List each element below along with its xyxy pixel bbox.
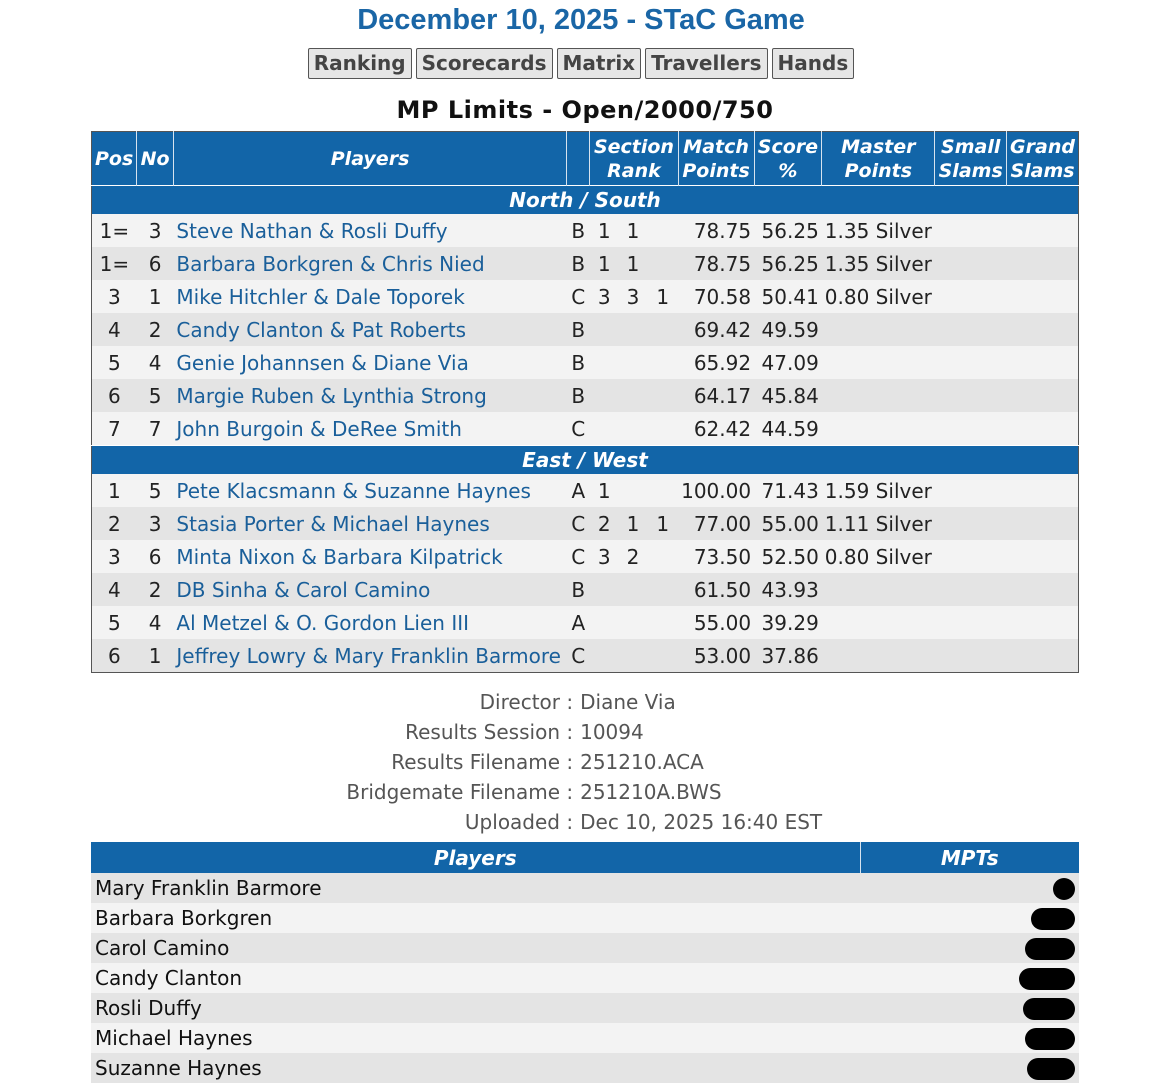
match-points-cell: 61.50 xyxy=(678,573,754,606)
mpt-player-name: Michael Haynes xyxy=(91,1023,860,1053)
info-value: Dec 10, 2025 16:40 EST xyxy=(580,810,823,834)
results-header-row xyxy=(92,132,1079,186)
grand-slams-cell xyxy=(1007,507,1079,540)
match-points-cell: 78.75 xyxy=(678,247,754,280)
master-points-cell xyxy=(822,313,935,346)
info-key: Uploaded xyxy=(464,810,560,834)
match-points-cell: 69.42 xyxy=(678,313,754,346)
ew-row xyxy=(92,639,1079,673)
info-line xyxy=(0,749,1170,779)
score-pct-cell: 55.00 xyxy=(754,507,822,540)
strat-cell: B xyxy=(567,247,590,280)
rank-a-cell: 1 xyxy=(590,474,619,507)
ns-row xyxy=(92,412,1079,446)
ns-row xyxy=(92,247,1079,280)
rank-a-cell xyxy=(590,412,619,446)
strat-cell: C xyxy=(567,412,590,446)
pos-cell: 2 xyxy=(92,507,137,540)
rank-a-cell: 1 xyxy=(590,247,619,280)
rank-c-cell xyxy=(647,379,678,412)
players-link[interactable]: Barbara Borkgren & Chris Nied xyxy=(173,247,566,280)
master-points-cell xyxy=(822,606,935,639)
redaction-mark xyxy=(1025,938,1075,960)
score-pct-cell: 49.59 xyxy=(754,313,822,346)
rank-b-cell: 1 xyxy=(619,214,648,247)
col-pos: Pos xyxy=(92,132,137,186)
nav-ranking-button[interactable]: Ranking xyxy=(308,48,412,79)
pair-no-cell: 6 xyxy=(137,247,174,280)
nav-bar xyxy=(0,48,1162,79)
col-grand-slams: Grand Slams xyxy=(1007,132,1079,186)
mpt-value-redacted xyxy=(860,1053,1079,1083)
mpt-value-redacted xyxy=(860,933,1079,963)
match-points-cell: 70.58 xyxy=(678,280,754,313)
rank-b-cell: 2 xyxy=(619,540,648,573)
rank-a-cell: 2 xyxy=(590,507,619,540)
info-value: 251210A.BWS xyxy=(580,780,722,804)
small-slams-cell xyxy=(935,474,1007,507)
small-slams-cell xyxy=(935,507,1007,540)
mpt-player-name: Candy Clanton xyxy=(91,963,860,993)
page-title: December 10, 2025 - STaC Game xyxy=(357,4,805,36)
rank-a-cell xyxy=(590,573,619,606)
match-points-cell: 73.50 xyxy=(678,540,754,573)
score-pct-cell: 37.86 xyxy=(754,639,822,673)
pair-no-cell: 3 xyxy=(137,507,174,540)
players-link[interactable]: Jeffrey Lowry & Mary Franklin Barmore xyxy=(173,639,566,673)
pair-no-cell: 7 xyxy=(137,412,174,446)
strat-cell: C xyxy=(567,540,590,573)
col-players: Players xyxy=(173,132,566,186)
match-points-cell: 62.42 xyxy=(678,412,754,446)
strat-cell: A xyxy=(567,474,590,507)
rank-a-cell xyxy=(590,313,619,346)
score-pct-cell: 50.41 xyxy=(754,280,822,313)
players-link[interactable]: Candy Clanton & Pat Roberts xyxy=(173,313,566,346)
info-value: Diane Via xyxy=(580,690,676,714)
info-key: Results Filename xyxy=(391,750,560,774)
players-link[interactable]: Margie Ruben & Lynthia Strong xyxy=(173,379,566,412)
info-line xyxy=(0,779,1170,809)
rank-a-cell xyxy=(590,639,619,673)
ns-row xyxy=(92,214,1079,247)
pos-cell: 6 xyxy=(92,639,137,673)
master-points-cell: 1.59 Silver xyxy=(822,474,935,507)
ew-row xyxy=(92,474,1079,507)
info-separator: : xyxy=(560,720,574,744)
ew-row xyxy=(92,507,1079,540)
ns-row xyxy=(92,346,1079,379)
score-pct-cell: 44.59 xyxy=(754,412,822,446)
master-points-cell xyxy=(822,412,935,446)
small-slams-cell xyxy=(935,573,1007,606)
nav-hands-button[interactable]: Hands xyxy=(772,48,855,79)
rank-b-cell xyxy=(619,639,648,673)
pair-no-cell: 5 xyxy=(137,379,174,412)
redaction-mark xyxy=(1031,908,1075,930)
pair-no-cell: 4 xyxy=(137,346,174,379)
redaction-mark xyxy=(1025,1028,1075,1050)
pos-cell: 4 xyxy=(92,313,137,346)
strat-cell: B xyxy=(567,313,590,346)
mpt-value-redacted xyxy=(860,993,1079,1023)
pos-cell: 1= xyxy=(92,247,137,280)
pair-no-cell: 1 xyxy=(137,280,174,313)
pos-cell: 1= xyxy=(92,214,137,247)
grand-slams-cell xyxy=(1007,573,1079,606)
strat-cell: C xyxy=(567,639,590,673)
strat-cell: C xyxy=(567,507,590,540)
col-small-slams: Small Slams xyxy=(935,132,1007,186)
rank-c-cell xyxy=(647,313,678,346)
nav-scorecards-button[interactable]: Scorecards xyxy=(416,48,553,79)
mpt-row xyxy=(91,963,1079,993)
small-slams-cell xyxy=(935,346,1007,379)
info-line xyxy=(0,719,1170,749)
event-subtitle: MP Limits - Open/2000/750 xyxy=(396,96,774,124)
mpt-value-redacted xyxy=(860,1023,1079,1053)
grand-slams-cell xyxy=(1007,412,1079,446)
small-slams-cell xyxy=(935,540,1007,573)
rank-c-cell xyxy=(647,412,678,446)
strat-cell: B xyxy=(567,214,590,247)
col-mpt-players: Players xyxy=(91,842,860,873)
rank-c-cell xyxy=(647,573,678,606)
match-points-cell: 65.92 xyxy=(678,346,754,379)
mpt-value-redacted xyxy=(860,873,1079,903)
mpt-value-redacted xyxy=(860,963,1079,993)
players-link[interactable]: Pete Klacsmann & Suzanne Haynes xyxy=(173,474,566,507)
pair-no-cell: 1 xyxy=(137,639,174,673)
info-key: Results Session xyxy=(405,720,560,744)
rank-a-cell: 1 xyxy=(590,214,619,247)
info-key: Bridgemate Filename xyxy=(346,780,560,804)
rank-b-cell: 1 xyxy=(619,507,648,540)
grand-slams-cell xyxy=(1007,474,1079,507)
pos-cell: 1 xyxy=(92,474,137,507)
match-points-cell: 77.00 xyxy=(678,507,754,540)
small-slams-cell xyxy=(935,412,1007,446)
players-link[interactable]: Minta Nixon & Barbara Kilpatrick xyxy=(173,540,566,573)
info-separator: : xyxy=(560,750,574,774)
mpt-row xyxy=(91,873,1079,903)
ew-row xyxy=(92,606,1079,639)
players-link[interactable]: Mike Hitchler & Dale Toporek xyxy=(173,280,566,313)
rank-b-cell xyxy=(619,573,648,606)
master-points-cell: 0.80 Silver xyxy=(822,540,935,573)
grand-slams-cell xyxy=(1007,214,1079,247)
col-master-points: Master Points xyxy=(822,132,935,186)
col-no: No xyxy=(137,132,174,186)
redaction-mark xyxy=(1023,998,1075,1020)
mpt-player-name: Mary Franklin Barmore xyxy=(91,873,860,903)
small-slams-cell xyxy=(935,214,1007,247)
col-mpts: MPTs xyxy=(860,842,1079,873)
score-pct-cell: 71.43 xyxy=(754,474,822,507)
nav-matrix-button[interactable]: Matrix xyxy=(557,48,642,79)
info-separator: : xyxy=(560,690,574,714)
rank-b-cell xyxy=(619,474,648,507)
rank-c-cell xyxy=(647,606,678,639)
master-points-cell: 1.11 Silver xyxy=(822,507,935,540)
info-line xyxy=(0,689,1170,719)
score-pct-cell: 39.29 xyxy=(754,606,822,639)
score-pct-cell: 45.84 xyxy=(754,379,822,412)
rank-b-cell: 1 xyxy=(619,247,648,280)
rank-b-cell xyxy=(619,379,648,412)
small-slams-cell xyxy=(935,280,1007,313)
redaction-mark xyxy=(1053,878,1075,900)
rank-b-cell xyxy=(619,346,648,379)
small-slams-cell xyxy=(935,379,1007,412)
strat-cell: C xyxy=(567,280,590,313)
ns-row xyxy=(92,379,1079,412)
info-separator: : xyxy=(560,810,574,834)
master-points-cell: 0.80 Silver xyxy=(822,280,935,313)
match-points-cell: 100.00 xyxy=(678,474,754,507)
match-points-cell: 55.00 xyxy=(678,606,754,639)
col-strat xyxy=(567,132,590,186)
grand-slams-cell xyxy=(1007,247,1079,280)
rank-a-cell xyxy=(590,606,619,639)
mpt-header-row xyxy=(91,842,1079,873)
score-pct-cell: 56.25 xyxy=(754,247,822,280)
grand-slams-cell xyxy=(1007,313,1079,346)
info-key: Director xyxy=(479,690,560,714)
nav-travellers-button[interactable]: Travellers xyxy=(645,48,767,79)
strat-cell: B xyxy=(567,346,590,379)
small-slams-cell xyxy=(935,639,1007,673)
grand-slams-cell xyxy=(1007,540,1079,573)
rank-c-cell xyxy=(647,214,678,247)
players-link[interactable]: John Burgoin & DeRee Smith xyxy=(173,412,566,446)
grand-slams-cell xyxy=(1007,379,1079,412)
players-link[interactable]: Genie Johannsen & Diane Via xyxy=(173,346,566,379)
master-points-cell xyxy=(822,379,935,412)
strat-cell: A xyxy=(567,606,590,639)
players-link[interactable]: Steve Nathan & Rosli Duffy xyxy=(173,214,566,247)
master-points-cell xyxy=(822,573,935,606)
rank-c-cell xyxy=(647,639,678,673)
small-slams-cell xyxy=(935,606,1007,639)
score-pct-cell: 56.25 xyxy=(754,214,822,247)
info-line xyxy=(0,809,1170,839)
info-separator: : xyxy=(560,780,574,804)
results-table xyxy=(91,131,1079,673)
pair-no-cell: 2 xyxy=(137,313,174,346)
session-info xyxy=(0,689,1170,839)
rank-b-cell xyxy=(619,313,648,346)
rank-c-cell xyxy=(647,540,678,573)
score-pct-cell: 52.50 xyxy=(754,540,822,573)
ns-row xyxy=(92,280,1079,313)
col-score-pct: Score % xyxy=(754,132,822,186)
ew-row xyxy=(92,573,1079,606)
rank-b-cell xyxy=(619,606,648,639)
score-pct-cell: 43.93 xyxy=(754,573,822,606)
section-header-ns: North / South xyxy=(92,186,1079,215)
col-section-rank: Section Rank xyxy=(590,132,678,186)
pair-no-cell: 4 xyxy=(137,606,174,639)
rank-c-cell: 1 xyxy=(647,507,678,540)
pair-no-cell: 3 xyxy=(137,214,174,247)
master-points-cell: 1.35 Silver xyxy=(822,247,935,280)
grand-slams-cell xyxy=(1007,639,1079,673)
rank-c-cell: 1 xyxy=(647,280,678,313)
mpt-player-name: Barbara Borkgren xyxy=(91,903,860,933)
pos-cell: 7 xyxy=(92,412,137,446)
master-points-cell: 1.35 Silver xyxy=(822,214,935,247)
grand-slams-cell xyxy=(1007,346,1079,379)
col-match-points: Match Points xyxy=(678,132,754,186)
grand-slams-cell xyxy=(1007,606,1079,639)
rank-b-cell xyxy=(619,412,648,446)
redaction-mark xyxy=(1019,968,1075,990)
pos-cell: 5 xyxy=(92,346,137,379)
rank-b-cell: 3 xyxy=(619,280,648,313)
rank-a-cell: 3 xyxy=(590,280,619,313)
mpt-player-name: Suzanne Haynes xyxy=(91,1053,860,1083)
match-points-cell: 64.17 xyxy=(678,379,754,412)
ns-row xyxy=(92,313,1079,346)
rank-a-cell xyxy=(590,346,619,379)
players-link[interactable]: Stasia Porter & Michael Haynes xyxy=(173,507,566,540)
rank-c-cell xyxy=(647,346,678,379)
ew-row xyxy=(92,540,1079,573)
rank-c-cell xyxy=(647,247,678,280)
small-slams-cell xyxy=(935,313,1007,346)
pair-no-cell: 2 xyxy=(137,573,174,606)
pos-cell: 6 xyxy=(92,379,137,412)
players-link[interactable]: Al Metzel & O. Gordon Lien III xyxy=(173,606,566,639)
info-value: 251210.ACA xyxy=(580,750,704,774)
mpt-row xyxy=(91,903,1079,933)
mpt-row xyxy=(91,993,1079,1023)
strat-cell: B xyxy=(567,379,590,412)
pos-cell: 3 xyxy=(92,280,137,313)
pair-no-cell: 6 xyxy=(137,540,174,573)
mpt-value-redacted xyxy=(860,903,1079,933)
score-pct-cell: 47.09 xyxy=(754,346,822,379)
rank-a-cell: 3 xyxy=(590,540,619,573)
pos-cell: 3 xyxy=(92,540,137,573)
mpt-row xyxy=(91,933,1079,963)
pos-cell: 4 xyxy=(92,573,137,606)
master-points-cell xyxy=(822,639,935,673)
info-value: 10094 xyxy=(580,720,644,744)
mpt-table xyxy=(91,842,1079,1083)
mpt-player-name: Rosli Duffy xyxy=(91,993,860,1023)
small-slams-cell xyxy=(935,247,1007,280)
redaction-mark xyxy=(1027,1058,1075,1080)
rank-a-cell xyxy=(590,379,619,412)
pair-no-cell: 5 xyxy=(137,474,174,507)
match-points-cell: 53.00 xyxy=(678,639,754,673)
strat-cell: B xyxy=(567,573,590,606)
mpt-player-name: Carol Camino xyxy=(91,933,860,963)
grand-slams-cell xyxy=(1007,280,1079,313)
mpt-row xyxy=(91,1053,1079,1083)
master-points-cell xyxy=(822,346,935,379)
mpt-row xyxy=(91,1023,1079,1053)
pos-cell: 5 xyxy=(92,606,137,639)
players-link[interactable]: DB Sinha & Carol Camino xyxy=(173,573,566,606)
match-points-cell: 78.75 xyxy=(678,214,754,247)
rank-c-cell xyxy=(647,474,678,507)
section-header-ew: East / West xyxy=(92,446,1079,475)
